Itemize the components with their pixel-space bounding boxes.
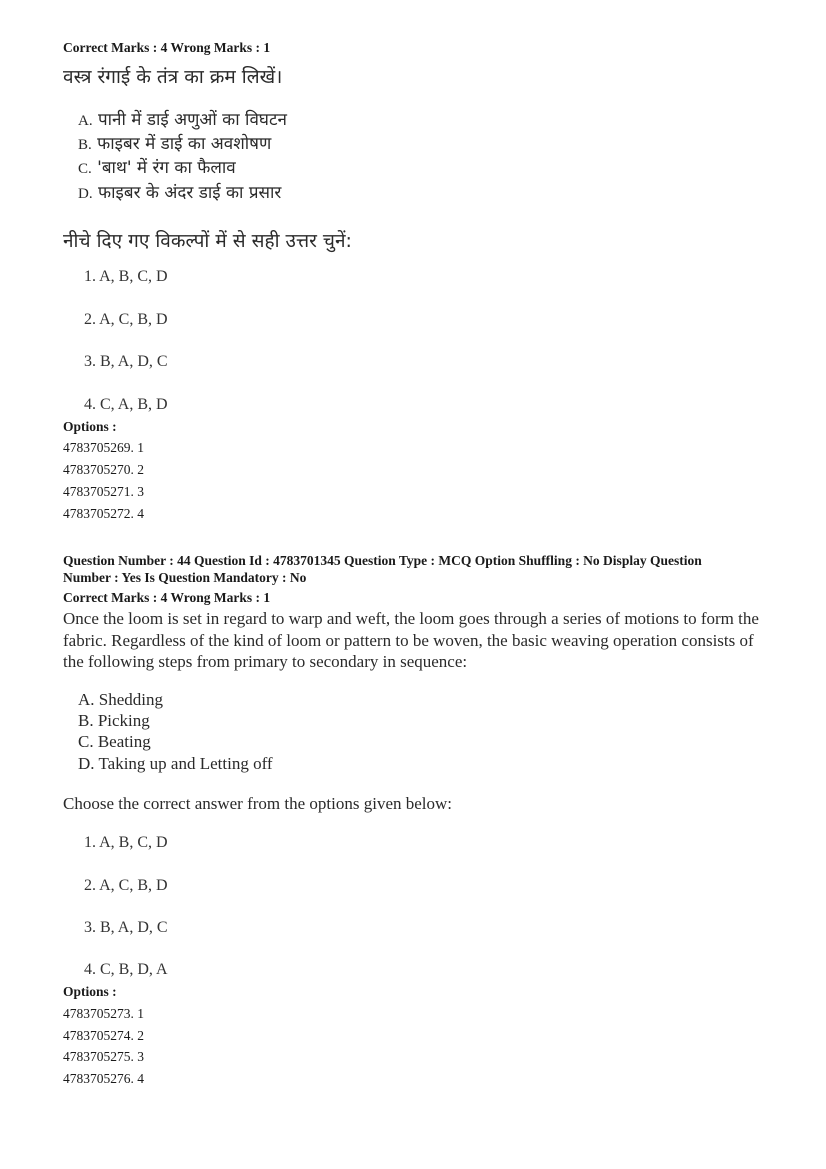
q44-header-cont: Number : Yes Is Question Mandatory : No (63, 570, 307, 585)
q43-choice-1: 1. A, B, C, D (84, 268, 168, 285)
q43-item-text: 'बाथ' में रंग का फैलाव (97, 158, 236, 178)
q43-item-text: पानी में डाई अणुओं का विघटन (98, 110, 287, 130)
q43-item-a (78, 107, 287, 130)
q43-item-letter: A. (78, 113, 93, 129)
q43-item-text: फाइबर के अंदर डाई का प्रसार (98, 183, 282, 203)
q44-instruction: Choose the correct answer from the options given below: (63, 794, 453, 813)
q44-item-d: D. Taking up and Letting off (78, 754, 273, 773)
q43-marks: Correct Marks : 4 Wrong Marks : 1 (63, 40, 271, 55)
q43-option-id: 4783705269. 1 (63, 440, 144, 455)
q44-item-b: B. Picking (78, 711, 150, 730)
q43-item-letter: C. (78, 161, 92, 177)
q44-header: Question Number : 44 Question Id : 4783701345 Question Type : MCQ Option Shuffling : No Display Question (63, 553, 702, 568)
q43-options-label: Options : (63, 419, 117, 434)
q44-options-label: Options : (63, 984, 117, 999)
q44-choice-3: 3. B, A, D, C (84, 919, 168, 936)
q44-choice-2: 2. A, C, B, D (84, 877, 168, 894)
q43-instruction: नीचे दिए गए विकल्पों में से सही उत्तर चुनें: (63, 230, 352, 252)
q43-choice-4: 4. C, A, B, D (84, 396, 168, 413)
q43-item-letter: D. (78, 186, 93, 202)
q43-item-b (78, 131, 271, 154)
q44-option-id: 4783705275. 3 (63, 1049, 144, 1064)
q44-stem: Once the loom is set in regard to warp and weft, the loom goes through a series of motions to form the fabric. Regardless of the kind of loom or pattern to be woven, the basic weaving operation consists of the following steps from primary to secondary in sequence: (63, 609, 759, 671)
q43-choice-2: 2. A, C, B, D (84, 311, 168, 328)
q43-choice-3: 3. B, A, D, C (84, 353, 168, 370)
q44-option-id: 4783705276. 4 (63, 1071, 144, 1086)
q43-stem: वस्त्र रंगाई के तंत्र का क्रम लिखें। (63, 66, 283, 88)
q43-item-text: फाइबर में डाई का अवशोषण (97, 134, 272, 154)
q43-option-id: 4783705270. 2 (63, 462, 144, 477)
q44-option-id: 4783705274. 2 (63, 1028, 144, 1043)
q44-choice-4: 4. C, B, D, A (84, 961, 168, 978)
q43-item-d (78, 180, 281, 203)
q44-item-a: A. Shedding (78, 690, 163, 709)
q43-item-letter: B. (78, 137, 92, 153)
q44-option-id: 4783705273. 1 (63, 1006, 144, 1021)
q44-choice-1: 1. A, B, C, D (84, 834, 168, 851)
q44-item-c: C. Beating (78, 732, 151, 751)
q43-item-c (78, 155, 236, 178)
q43-option-id: 4783705271. 3 (63, 484, 144, 499)
q44-marks: Correct Marks : 4 Wrong Marks : 1 (63, 590, 271, 605)
q43-option-id: 4783705272. 4 (63, 506, 144, 521)
